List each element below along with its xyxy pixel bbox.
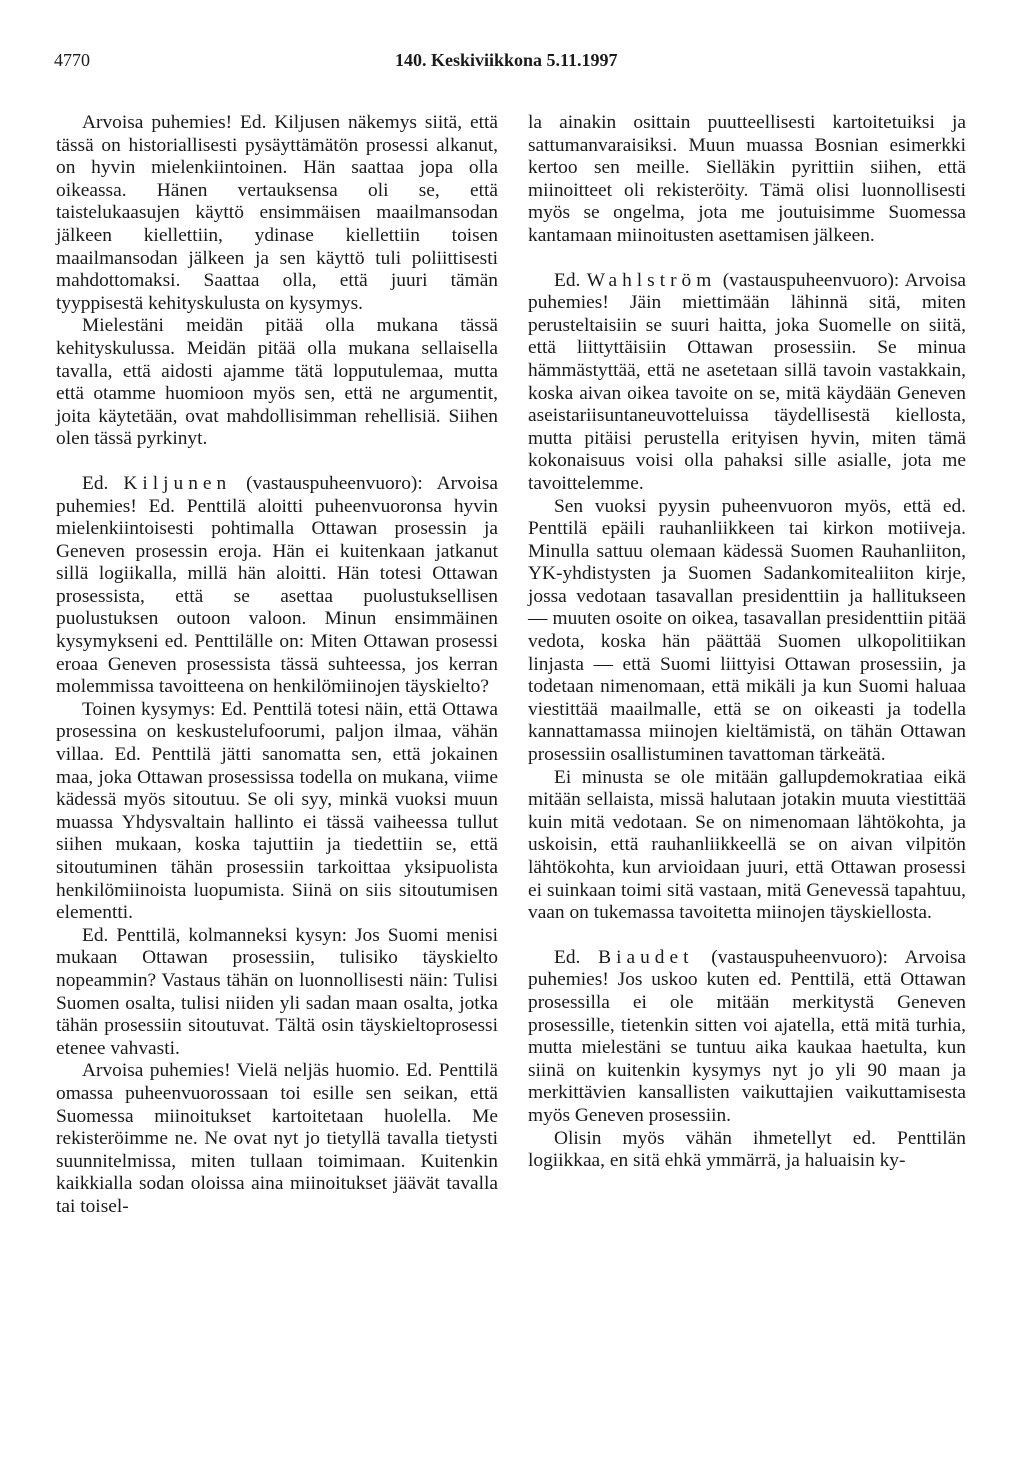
speaker-paragraph bbox=[528, 947, 966, 1128]
left-column bbox=[56, 112, 498, 1219]
speaker-prefix: Ed. bbox=[554, 269, 581, 291]
speaker-name: Kiljunen bbox=[123, 472, 232, 494]
paragraph: Olisin myös vähän ihmetellyt ed. Penttilän logiikkaa, en sitä ehkä ymmärrä, ja haluaisin ky- bbox=[528, 1127, 966, 1172]
paragraph: Ei minusta se ole mitään gallupdemokratiaa eikä mitään sellaista, missä halutaan jotakin muuta viestittää kuin mitä vedotaan. Se on nimenomaan lähtökohta, ja uskoisin, että rauhanliikkeellä se on aivan vilpitön lähtökohta, kun arvioidaan juuri, että Ottawan prosessi ei suinkaan toimi sitä vastaan, mitä Genevessä tapahtuu, vaan on tukemassa tavoitetta miinojen täyskiellosta. bbox=[528, 766, 966, 924]
page-header bbox=[0, 50, 1024, 80]
paragraph: Ed. Penttilä, kolmanneksi kysyn: Jos Suomi menisi mukaan Ottawan prosessiin, tulisiko täyskielto nopeammin? Vastaus tähän on luonnollisesti näin: Tulisi Suomen osalta, tulisi niiden yli sadan maan osalta, jotka tähän prosessiin sitoutuvat. Tältä osin täyskieltoprosessi etenee vahvasti. bbox=[56, 924, 498, 1059]
speaker-name: Wahlström bbox=[586, 269, 717, 291]
speech-text: (vastauspuheenvuoro): Arvoisa puhemies! Jäin miettimään lähinnä sitä, miten perusteltaisiin se suuri haitta, joka Suomelle on siitä, että liittyttäisiin Ottawan prosessiin. Se minua hämmästyttää, että ne asetetaan sillä tavoin vastakkain, koska aivan oikea tavoite on se, mitä käydään Geneven aseistariisuntaneuvotteluissa täydellisestä kiellosta, mutta pitäisi perustella erityisen hyvin, miten tämä kokonaisuus voisi olla pahaksi sille asialle, jota me tavoittelemme. bbox=[528, 269, 966, 494]
paragraph: la ainakin osittain puutteellisesti kartoitetuiksi ja sattumanvaraisiksi. Muun muassa Bosnian esimerkki kertoo sen meille. Sielläkin pyrittiin siihen, että miinoitteet oli rekisteröity. Tämä olisi luonnollisesti myös se ongelma, jota me joutuisimme Suomessa kantamaan miinoitusten asettamisen jälkeen. bbox=[528, 112, 966, 246]
paragraph: Arvoisa puhemies! Ed. Kiljusen näkemys siitä, että tässä on historiallisesti pysäyttämätön prosessi alkanut, on hyvin mielenkiintoinen. Hän saattaa jopa olla oikeassa. Hänen vertauksensa oli se, että taistelukaasujen käyttö ensimmäisen maailmansodan jälkeen kiellettiin, ydinase kiellettiin toisen maailmansodan jälkeen ja sen käyttö tuli poliittisesti mahdottomaksi. Saattaa olla, että juuri tämän tyyppisestä kehityskulusta on kysymys. bbox=[56, 112, 498, 314]
paragraph: Sen vuoksi pyysin puheenvuoron myös, että ed. Penttilä epäili rauhanliikkeen tai kirkon motiiveja. Minulla sattuu olemaan kädessä Suomen Rauhanliiton, YK-yhdistysten ja Suomen Sadankomitealiiton kirje, jossa vedotaan tasavallan presidenttiin ja hallitukseen — muuten osoite on oikea, tasavallan presidenttiin pitää vedota, koska hän päättää Suomen ulkopolitiikan linjasta — että Suomi liittyisi Ottawan prosessiin, ja todetaan nimenomaan, että mikäli ja kun Suomi haluaa viestittää maailmalle, että se on oikeasti ja todella kannattamassa miinojen kieltämistä, on tähän Ottawan prosessiin osallistuminen tavattoman tärkeätä. bbox=[528, 495, 966, 766]
speech-text: (vastauspuheenvuoro): Arvoisa puhemies! Jos uskoo kuten ed. Penttilä, että Ottawan prosessilla ei ole mitään merkitystä Geneven prosessille, tietenkin sitten voi ajatella, että mitä turhia, mutta mielestäni se tuntuu aika kaukaa haetulta, kun siinä on kuitenkin kysymys nyt jo yli 90 maan ja merkittävien kansallisten vaikuttajien vaikuttamisesta myös Geneven prosessiin. bbox=[528, 946, 966, 1126]
page-number: 4770 bbox=[54, 50, 90, 70]
speaker-prefix: Ed. bbox=[82, 472, 109, 494]
paragraph: Arvoisa puhemies! Vielä neljäs huomio. Ed. Penttilä omassa puheenvuorossaan toi esille sen seikan, että Suomessa miinoitukset kartoitetaan huolella. Me rekisteröimme ne. Ne ovat nyt jo tietyllä tavalla tietysti suunnitelmissa, miten tullaan toimimaan. Kuitenkin kaikkialla sodan oloissa aina miinoitukset jäävät tavalla tai toisel- bbox=[56, 1060, 498, 1217]
speaker-paragraph bbox=[56, 473, 498, 699]
speaker-prefix: Ed. bbox=[554, 946, 581, 968]
session-title: 140. Keskiviikkona 5.11.1997 bbox=[395, 50, 618, 70]
speech-text: (vastauspuheenvuoro): Arvoisa puhemies! Ed. Penttilä aloitti puheenvuoronsa hyvin mielenkiintoisesti pohtimalla Ottawan prosessin ja Geneven prosessin eroja. Hän ei kuitenkaan jatkanut sillä logiikalla, millä hän aloitti. Hän totesi Ottawan prosessista, että se asettaa puolustuksellisen puolustuksen outoon valoon. Minun ensimmäinen kysymykseni ed. Penttilälle on: Miten Ottawan prosessi eroaa Geneven prosessista tässä suhteessa, jos kerran molemmissa tavoitteena on henkilömiinojen täyskielto? bbox=[56, 472, 498, 698]
right-column bbox=[528, 112, 966, 1173]
paragraph: Mielestäni meidän pitää olla mukana tässä kehityskulussa. Meidän pitää olla mukana sellaisella tavalla, että aidosti ajamme tätä lopputulemaa, mutta että otamme huomioon myös sen, että ne argumentit, joita käytetään, ovat mahdollisimman rehellisiä. Siihen olen tässä pyrkinyt. bbox=[56, 315, 498, 450]
paragraph: Toinen kysymys: Ed. Penttilä totesi näin, että Ottawa prosessina on keskustelufoorumi, paljon ilmaa, vähän villaa. Ed. Penttilä jätti sanomatta sen, että jokainen maa, joka Ottawan prosessissa todella on mukana, viime kädessä myös sitoutuu. Se oli syy, minkä vuoksi muun muassa Yhdysvaltain hallinto ei tässä vaiheessa tullut siihen mukaan, koska tajuttiin ja tiedettiin se, että sitoutuminen tähän prosessiin tarkoittaa yksipuolista henkilömiinoista luopumista. Siinä on siis sitoutumisen elementti. bbox=[56, 698, 498, 924]
speaker-paragraph bbox=[528, 270, 966, 496]
speaker-name: Biaudet bbox=[598, 946, 694, 968]
